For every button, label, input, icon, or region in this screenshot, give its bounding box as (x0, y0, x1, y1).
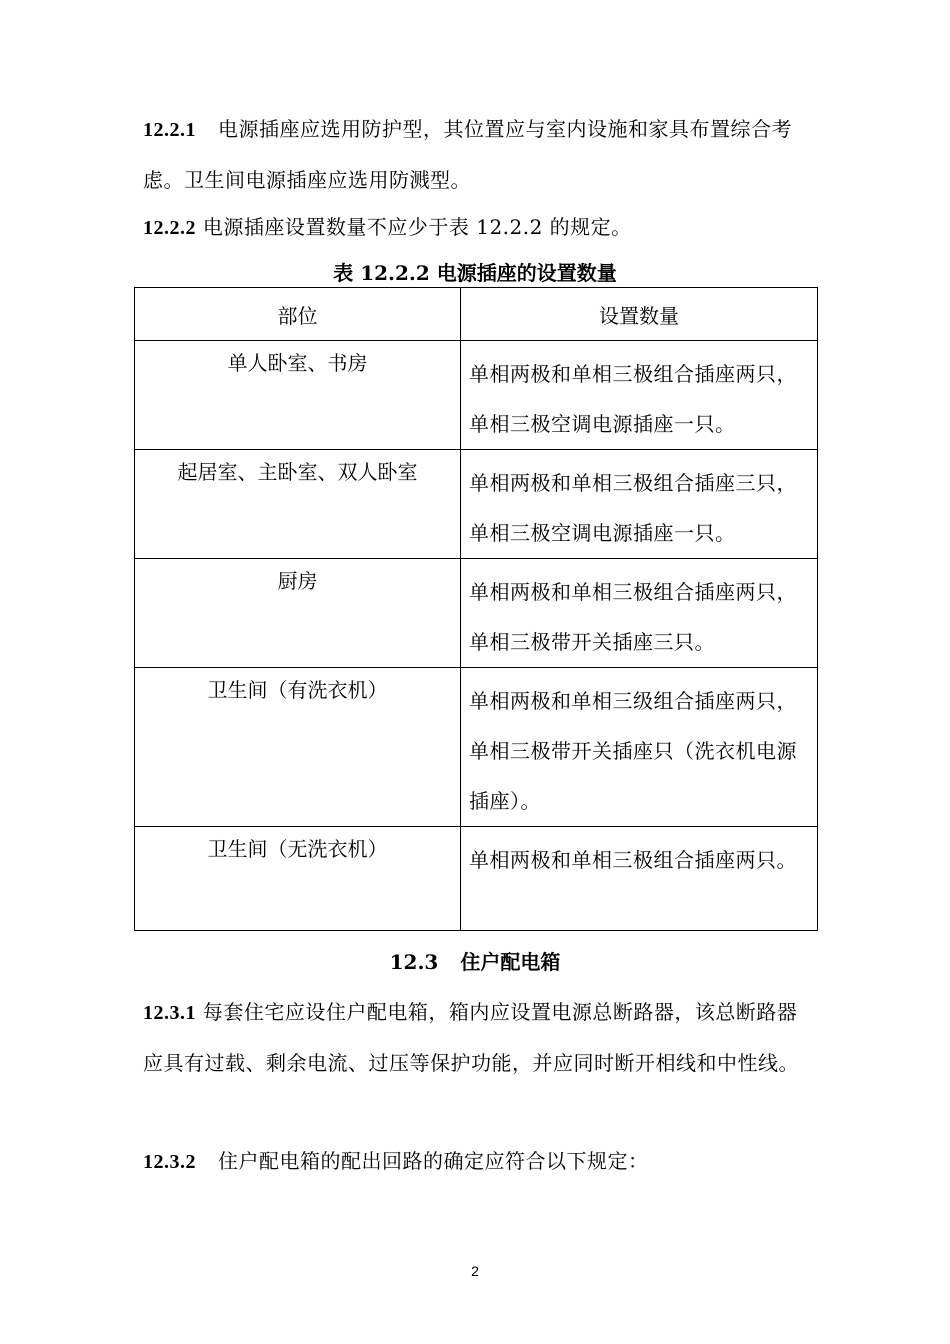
clause-text: 每套住宅应设住户配电箱，箱内应设置电源总断路器，该总断路器应具有过载、剩余电流、过压等保护功能，并应同时断开相线和中性线。 (143, 1000, 799, 1075)
table-row (135, 559, 818, 668)
row-location: 单人卧室、书房 (135, 341, 461, 450)
clause-number: 12.2.2 (143, 217, 196, 239)
header-quantity: 设置数量 (461, 288, 818, 341)
table-row (135, 668, 818, 827)
clause-text: 电源插座设置数量不应少于表 12.2.2 的规定。 (202, 215, 632, 239)
clause-12-3-2 (143, 1136, 815, 1187)
table-row (135, 450, 818, 559)
clause-number: 12.2.1 (143, 119, 196, 141)
table-row (135, 341, 818, 450)
row-quantity: 单相两极和单相三极组合插座两只，单相三极空调电源插座一只。 (461, 341, 818, 450)
section-heading (0, 937, 950, 987)
clause-12-2-1 (143, 104, 815, 205)
header-location: 部位 (135, 288, 461, 341)
row-quantity: 单相两极和单相三极组合插座两只。 (461, 827, 818, 931)
section-number: 12.3 (389, 950, 439, 974)
clause-text: 住户配电箱的配出回路的确定应符合以下规定： (218, 1149, 649, 1173)
page-number: 2 (471, 1263, 479, 1279)
clause-number: 12.3.1 (143, 1002, 196, 1024)
clause-number: 12.3.2 (143, 1151, 196, 1173)
table-header-row (135, 288, 818, 341)
clause-12-2-2 (143, 202, 815, 253)
row-quantity: 单相两极和单相三极组合插座三只，单相三极空调电源插座一只。 (461, 450, 818, 559)
clause-12-3-1 (143, 987, 815, 1088)
row-location: 卫生间（有洗衣机） (135, 668, 461, 827)
row-quantity: 单相两极和单相三极组合插座两只，单相三极带开关插座三只。 (461, 559, 818, 668)
section-title: 住户配电箱 (460, 950, 561, 974)
row-location: 卫生间（无洗衣机） (135, 827, 461, 931)
row-location: 起居室、主卧室、双人卧室 (135, 450, 461, 559)
socket-quantity-table (134, 287, 818, 931)
table-row (135, 827, 818, 931)
row-location: 厨房 (135, 559, 461, 668)
clause-text: 电源插座应选用防护型，其位置应与室内设施和家具布置综合考虑。卫生间电源插座应选用防溅型。 (143, 117, 792, 192)
table-caption: 表 12.2.2 电源插座的设置数量 (333, 261, 617, 285)
row-quantity: 单相两极和单相三级组合插座两只，单相三极带开关插座只（洗衣机电源插座）。 (461, 668, 818, 827)
